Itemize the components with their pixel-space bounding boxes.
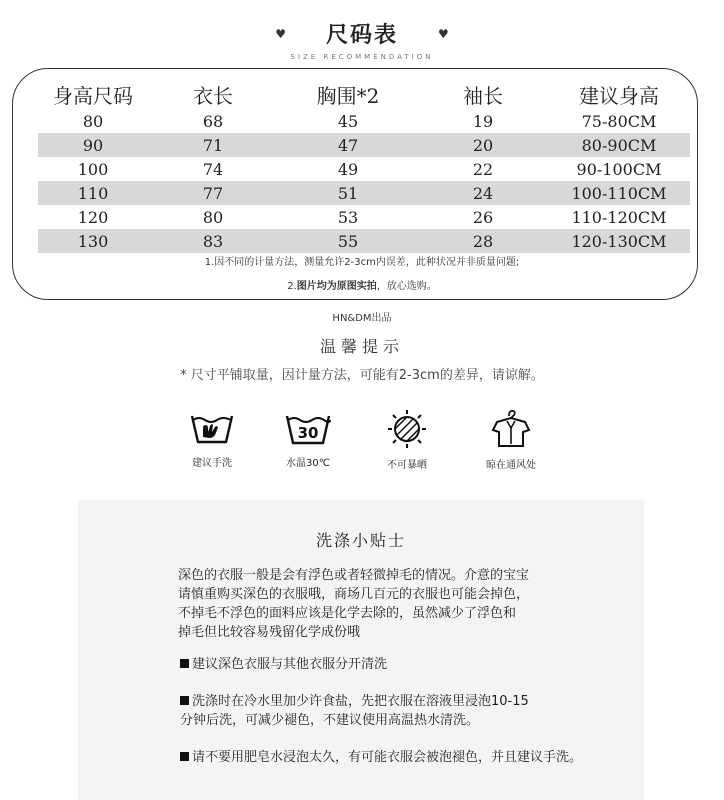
table-cell: 120-130CM bbox=[548, 229, 690, 253]
table-cell: 19 bbox=[472, 111, 494, 131]
page-title: 尺码表 bbox=[325, 23, 398, 48]
tip-line: 洗涤时在冷水里加少许食盐，先把衣服在溶液里浸泡10-15 bbox=[192, 694, 529, 709]
photo-note-bold: 图片均为原图实拍 bbox=[296, 281, 377, 292]
table-cell: 100-110CM bbox=[548, 181, 690, 205]
no-sun-icon bbox=[386, 408, 428, 450]
table-cell: 90-100CM bbox=[576, 159, 662, 179]
tips-text: * 尺寸平铺取量，因计量方法，可能有2-3cm的差异，请谅解。 bbox=[180, 368, 544, 383]
column-header: 建议身高 bbox=[579, 84, 659, 108]
washing-tips-panel bbox=[78, 500, 644, 800]
table-cell: 71 bbox=[148, 133, 278, 157]
table-cell: 110 bbox=[38, 181, 148, 205]
table-cell: 90 bbox=[38, 133, 148, 157]
column-header: 袖长 bbox=[463, 84, 503, 108]
table-cell: 26 bbox=[472, 207, 494, 227]
heart-icon: ♥ bbox=[438, 26, 449, 41]
water-30-icon bbox=[284, 408, 332, 448]
table-row bbox=[38, 229, 690, 253]
care-item-hang-dry bbox=[461, 408, 561, 471]
table-cell: 74 bbox=[202, 159, 224, 179]
header bbox=[0, 18, 724, 61]
photo-note bbox=[0, 277, 724, 292]
water-temp-number: 30 bbox=[297, 424, 319, 442]
intro-line: 深色的衣服一般是会有浮色或者轻微掉毛的情况。介意的宝宝 bbox=[178, 568, 530, 583]
table-cell: 80 bbox=[202, 207, 224, 227]
bullet-square-icon bbox=[180, 752, 189, 761]
heart-icon: ♥ bbox=[275, 26, 286, 41]
care-item-no-sun bbox=[357, 408, 457, 471]
table-cell: 110-120CM bbox=[571, 207, 667, 227]
table-row bbox=[38, 157, 690, 181]
tip-line: 建议深色衣服与其他衣服分开清洗 bbox=[192, 657, 388, 672]
size-table bbox=[38, 80, 690, 253]
column-header: 胸围*2 bbox=[316, 84, 380, 108]
table-cell: 47 bbox=[278, 133, 418, 157]
column-header: 衣长 bbox=[193, 84, 233, 108]
table-cell: 24 bbox=[418, 181, 548, 205]
table-cell: 22 bbox=[472, 159, 494, 179]
tip-item bbox=[180, 655, 590, 674]
table-cell: 49 bbox=[337, 159, 359, 179]
table-cell: 120 bbox=[77, 207, 109, 227]
page-subtitle: SIZE RECOMMENDATION bbox=[290, 53, 434, 61]
tips-title: 温馨提示 bbox=[319, 337, 404, 356]
intro-line: 不掉毛不浮色的面料应该是化学去除的，虽然减少了浮色和 bbox=[178, 606, 517, 621]
washing-intro bbox=[178, 566, 578, 642]
care-label: 建议手洗 bbox=[192, 458, 232, 469]
bullet-square-icon bbox=[180, 696, 189, 705]
table-cell: 80 bbox=[82, 111, 104, 131]
tip-line: 请不要用肥皂水浸泡太久，有可能衣服会被泡褪色，并且建议手洗。 bbox=[192, 750, 583, 765]
table-cell: 130 bbox=[38, 229, 148, 253]
table-cell: 83 bbox=[148, 229, 278, 253]
care-label: 不可暴晒 bbox=[387, 460, 427, 471]
hang-dry-icon bbox=[489, 408, 533, 450]
table-cell: 20 bbox=[418, 133, 548, 157]
measurement-note: 1.因不同的计量方法，测量允许2-3cm内误差，此种状况并非质量问题; bbox=[204, 257, 520, 268]
tip-item bbox=[180, 748, 590, 767]
table-cell: 77 bbox=[148, 181, 278, 205]
bullet-square-icon bbox=[180, 659, 189, 668]
hand-wash-icon bbox=[189, 408, 235, 448]
intro-line: 请慎重购买深色的衣服哦，商场几百元的衣服也可能会掉色， bbox=[178, 587, 530, 602]
table-row bbox=[38, 181, 690, 205]
table-cell: 28 bbox=[418, 229, 548, 253]
table-cell: 80-90CM bbox=[548, 133, 690, 157]
brand-label: HN&DM出品 bbox=[332, 313, 392, 324]
table-cell: 100 bbox=[77, 159, 109, 179]
tip-item bbox=[180, 692, 590, 730]
care-label: 晾在通风处 bbox=[486, 460, 536, 471]
table-cell: 51 bbox=[278, 181, 418, 205]
table-cell: 55 bbox=[278, 229, 418, 253]
tip-line: 分钟后洗，可减少褪色，不建议使用高温热水清洗。 bbox=[180, 713, 480, 728]
table-cell: 75-80CM bbox=[581, 111, 657, 131]
care-item-hand-wash bbox=[162, 408, 262, 469]
table-cell: 53 bbox=[337, 207, 359, 227]
photo-note-prefix: 2. bbox=[287, 281, 297, 292]
care-label: 水温30℃ bbox=[286, 458, 330, 469]
washing-tips-title: 洗涤小贴士 bbox=[315, 531, 406, 550]
table-cell: 45 bbox=[337, 111, 359, 131]
column-header: 身高尺码 bbox=[53, 84, 133, 108]
care-item-water-temp bbox=[258, 408, 358, 469]
photo-note-rest: ，放心选购。 bbox=[376, 281, 437, 292]
table-row bbox=[38, 205, 690, 229]
table-header-row bbox=[38, 80, 690, 109]
table-row bbox=[38, 109, 690, 133]
intro-line: 掉毛但比较容易残留化学成份哦 bbox=[178, 625, 361, 640]
table-row bbox=[38, 133, 690, 157]
table-cell: 68 bbox=[202, 111, 224, 131]
